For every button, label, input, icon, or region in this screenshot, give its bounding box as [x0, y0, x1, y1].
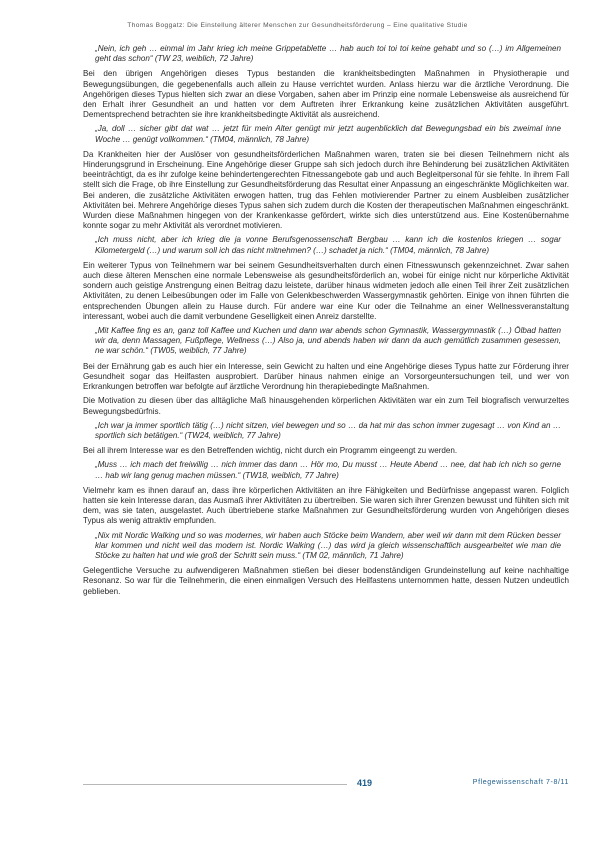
- interview-quote: „Muss … ich mach det freiwillig … nich immer das dann … Hör mo, Du musst … Heute Abend … nee, dat hab ich nich so gerne … hab wir lang genug machen müssen.“ (TW18, weiblich, 77 Jahre): [95, 460, 561, 480]
- body-paragraph: Bei den übrigen Angehörigen dieses Typus bestanden die krankheitsbedingten Maßnahmen in Physiotherapie und Bewegungsübungen, die gegebenenfalls auch allein zu Hause verrichtet wurden. Anlass hierzu war die ärztliche Verordnung. Die Angehörigen dieses Typus hielten sich zwar an diese Vorgaben, sahen aber im Prinzip eine normale Lebensweise als ausreichend für den Erhalt ihrer Gesundheit an und hatten vor dem Auftreten ihrer Erkrankung keine zusätzlichen Aktivitäten ausgeführt. Dementsprechend betrachten sie ihre krankheitsbedingte Aktivität als ausreichend.: [83, 69, 569, 120]
- interview-quote: „Ich muss nicht, aber ich krieg die ja vonne Berufsgenossenschaft Bergbau … kann ich die kostenlos kriegen … sogar Kilometergeld (…) und warum soll ich das nicht mitnehmen? (…) schadet ja nich.“ (TM04, männlich, 78 Jahre): [95, 235, 561, 255]
- body-paragraph: Bei der Ernährung gab es auch hier ein Interesse, sein Gewicht zu halten und eine Angehörige dieses Typus hatte zur Förderung ihrer Gesundheit sogar das Heilfasten ausprobiert. Darüber hinaus nahmen einige an Vorsorgeuntersuchungen teil, und wer von Erkrankungen betroffen war befolgte auf ärztliche Verordnung hin therapiebedingte Maßnahmen.: [83, 361, 569, 392]
- page-footer: [83, 778, 569, 792]
- interview-quote: „Mit Kaffee fing es an, ganz toll Kaffee und Kuchen und dann war abends schon Gymnastik, Wassergymnastik (…) Ölbad hatten wir da, denn Massagen, Fußpflege, Wellness (…) Also ja, und abends haben wir dann da auch gemütlich zusammen gesessen, ne war schön.“ (TW05, weiblich, 77 Jahre): [95, 326, 561, 356]
- body-paragraph: Gelegentliche Versuche zu aufwendigeren Maßnahmen stießen bei dieser bodenständigen Grundeinstellung auf keine nachhaltige Resonanz. So war für die Teilnehmerin, die einen einmaligen Versuch des Heilfastens unternommen hatte, dessen Nutzen undeutlich geblieben.: [83, 566, 569, 596]
- interview-quote: „Ich war ja immer sportlich tätig (…) nicht sitzen, viel bewegen und so … da hat mir das schon immer zugesagt … von Kind an … sportlich sich betätigen.“ (TW24, weiblich, 77 Jahre): [95, 420, 561, 440]
- article-body: [83, 44, 569, 601]
- body-paragraph: Vielmehr kam es ihnen darauf an, dass ihre körperlichen Aktivitäten an ihre Fähigkeiten und Bedürfnisse angepasst waren. Folglich hatten sie kein Interesse daran, das Ausmaß ihrer Aktivitäten zu übertreiben. Sie waren sich ihrer Grenzen bewusst und fühlten sich mit dem, was sie taten, ausgelastet. Auch übertriebene starke Maßnahmen zur Gesundheitsförderung wurden von Angehörigen dieses Typus als wenig attraktiv empfunden.: [83, 485, 569, 526]
- interview-quote: „Nix mit Nordic Walking und so was modernes, wir haben auch Stöcke beim Wandern, aber weil wir dann mit dem Rücken besser klar kommen und nicht weil das modern ist. Nordic Walking (…) das wird ja gleich wissenschaftlich ausgearbeitet wie man die Stöcke zu halten hat und wie groß der Schritt sein muss.“ (TM 02, männlich, 71 Jahre): [95, 530, 561, 560]
- footer-rule: [83, 784, 347, 785]
- page-number: 419: [357, 778, 373, 788]
- body-paragraph: Die Motivation zu diesen über das alltägliche Maß hinausgehenden körperlichen Aktivitäten war ein zum Teil biografisch verwurzeltes Bewegungsbedürfnis.: [83, 396, 569, 416]
- interview-quote: „Ja, doll … sicher gibt dat wat … jetzt für mein Alter genügt mir jetzt augenblicklich dat Bewegungsbad ein bis zweimal inne Woche … genügt vollkommen.“ (TM04, männlich, 78 Jahre): [95, 124, 561, 144]
- body-paragraph: Bei all ihrem Interesse war es den Betreffenden wichtig, nicht durch ein Programm eingeengt zu werden.: [83, 446, 458, 456]
- body-paragraph: Ein weiterer Typus von Teilnehmern war bei seinem Gesundheitsverhalten durch einen Fitnesswunsch gekennzeichnet. Zwar sahen auch diese älteren Menschen eine normale Lebensweise als gesundheitsförderlich an, wobei für einige nicht nur körperliche Aktivität sondern auch geistige Anstrengung einen Beitrag dazu leistete, darüber hinaus widmeten jedoch alle einen Teil ihrer Zeit zusätzlichen Aktivitäten, zu denen Leibesübungen oder im Falle von Gelenkbeschwerden Wassergymnastik gehörten. Einige von ihnen führten die entsprechenden Übungen allein zu Hause durch. Für andere war eine Kur oder die Teilnahme an einer Wellnessveranstaltung interessant, wobei auch die damit verbundene Geselligkeit einen Anreiz darstellte.: [83, 260, 569, 321]
- journal-name: Pflegewissenschaft 7-8/11: [472, 779, 569, 786]
- interview-quote: „Nein, ich geh … einmal im Jahr krieg ich meine Grippetablette … hab auch toi toi toi keine gehabt und so (…) im Allgemeinen geht das schon“ (TW 23, weiblich, 72 Jahre): [95, 44, 561, 64]
- running-header: Thomas Boggatz: Die Einstellung älterer Menschen zur Gesundheitsförderung – Eine qualitative Studie: [127, 22, 468, 29]
- body-paragraph: Da Krankheiten hier der Auslöser von gesundheitsförderlichen Maßnahmen waren, traten sie bei diesen Teilnehmern nicht als Hinderungsgrund in Erscheinung. Eine Angehörige dieser Gruppe sah sich jedoch durch ihre Behinderung bei zusätzlichen Aktivitäten beeinträchtigt, da es ihr zufolge keine behindertengerechten Fitnessangebote gab und auch Begleitpersonal für sie fehlte. In ihrem Fall stellt sich die Frage, ob ihre Einstellung zur Gesundheitsförderung das Resultat einer Anpassung an eingeschränkte Möglichkeiten war. Bei anderen, die zusätzliche Aktivitäten erwogen hatten, trug das Fehlen motivierender Partner zu einem Ausbleiben zusätzlicher Aktivitäten bei. Mehrere Angehörige dieses Typus sahen sich zudem durch die Kosten der therapeutischen Maßnahmen eingeschränkt. Wurden diese Maßnahmen hingegen von der Krankenkasse gefördert, wirkte sich dies unterstützend aus. Eine Kostenübernahme konnte sogar zu mehr Aktivität als verordnet motivieren.: [83, 149, 569, 231]
